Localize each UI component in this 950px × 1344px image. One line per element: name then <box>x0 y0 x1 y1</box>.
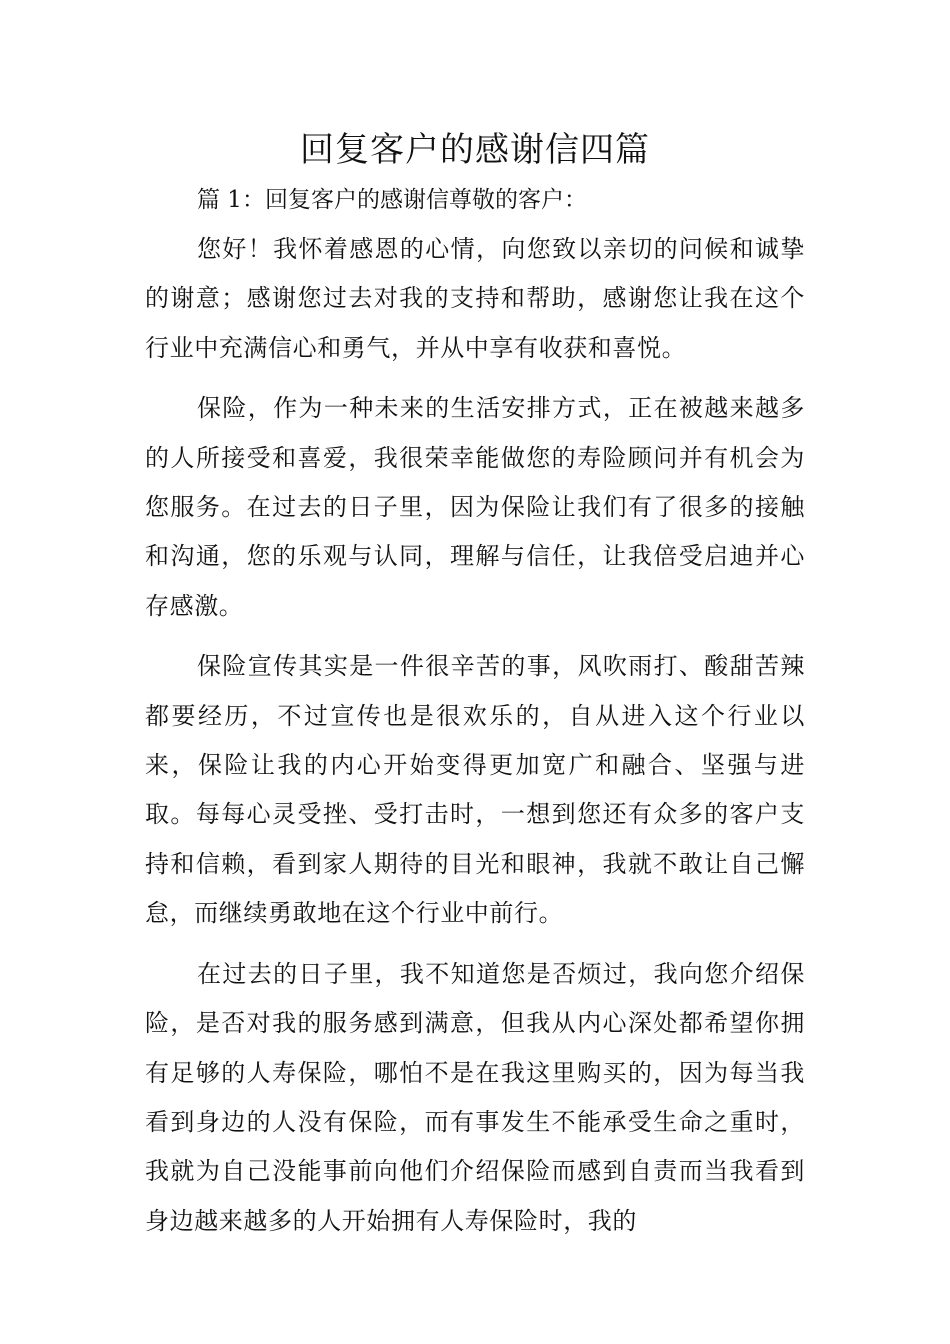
paragraph-4: 在过去的日子里，我不知道您是否烦过，我向您介绍保险，是否对我的服务感到满意，但我从内心深处都希望你拥有足够的人寿保险，哪怕不是在我这里购买的，因为每当我看到身边的人没有保险，而有事发生不能承受生命之重时，我就为自己没能事前向他们介绍保险而感到自责而当我看到身边越来越多的人开始拥有人寿保险时，我的 <box>145 959 805 1235</box>
document-subtitle: 篇 1：回复客户的感谢信尊敬的客户： <box>197 187 587 213</box>
document-title: 回复客户的感谢信四篇 <box>300 130 650 170</box>
paragraph-2: 保险，作为一种未来的生活安排方式，正在被越来越多的人所接受和喜爱，我很荣幸能做您的寿险顾问并有机会为您服务。在过去的日子里，因为保险让我们有了很多的接触和沟通，您的乐观与认同，理解与信任，让我倍受启迪并心存感激。 <box>145 394 805 620</box>
paragraph-3: 保险宣传其实是一件很辛苦的事，风吹雨打、酸甜苦辣都要经历，不过宣传也是很欢乐的，自从进入这个行业以来，保险让我的内心开始变得更加宽广和融合、坚强与进取。每每心灵受挫、受打击时，一想到您还有众多的客户支持和信赖，看到家人期待的目光和眼神，我就不敢让自己懈怠，而继续勇敢地在这个行业中前行。 <box>145 652 805 928</box>
paragraph-1: 您好！我怀着感恩的心情，向您致以亲切的问候和诚挚的谢意；感谢您过去对我的支持和帮助，感谢您让我在这个行业中充满信心和勇气，并从中享有收获和喜悦。 <box>145 235 805 362</box>
document-body <box>145 225 805 1257</box>
